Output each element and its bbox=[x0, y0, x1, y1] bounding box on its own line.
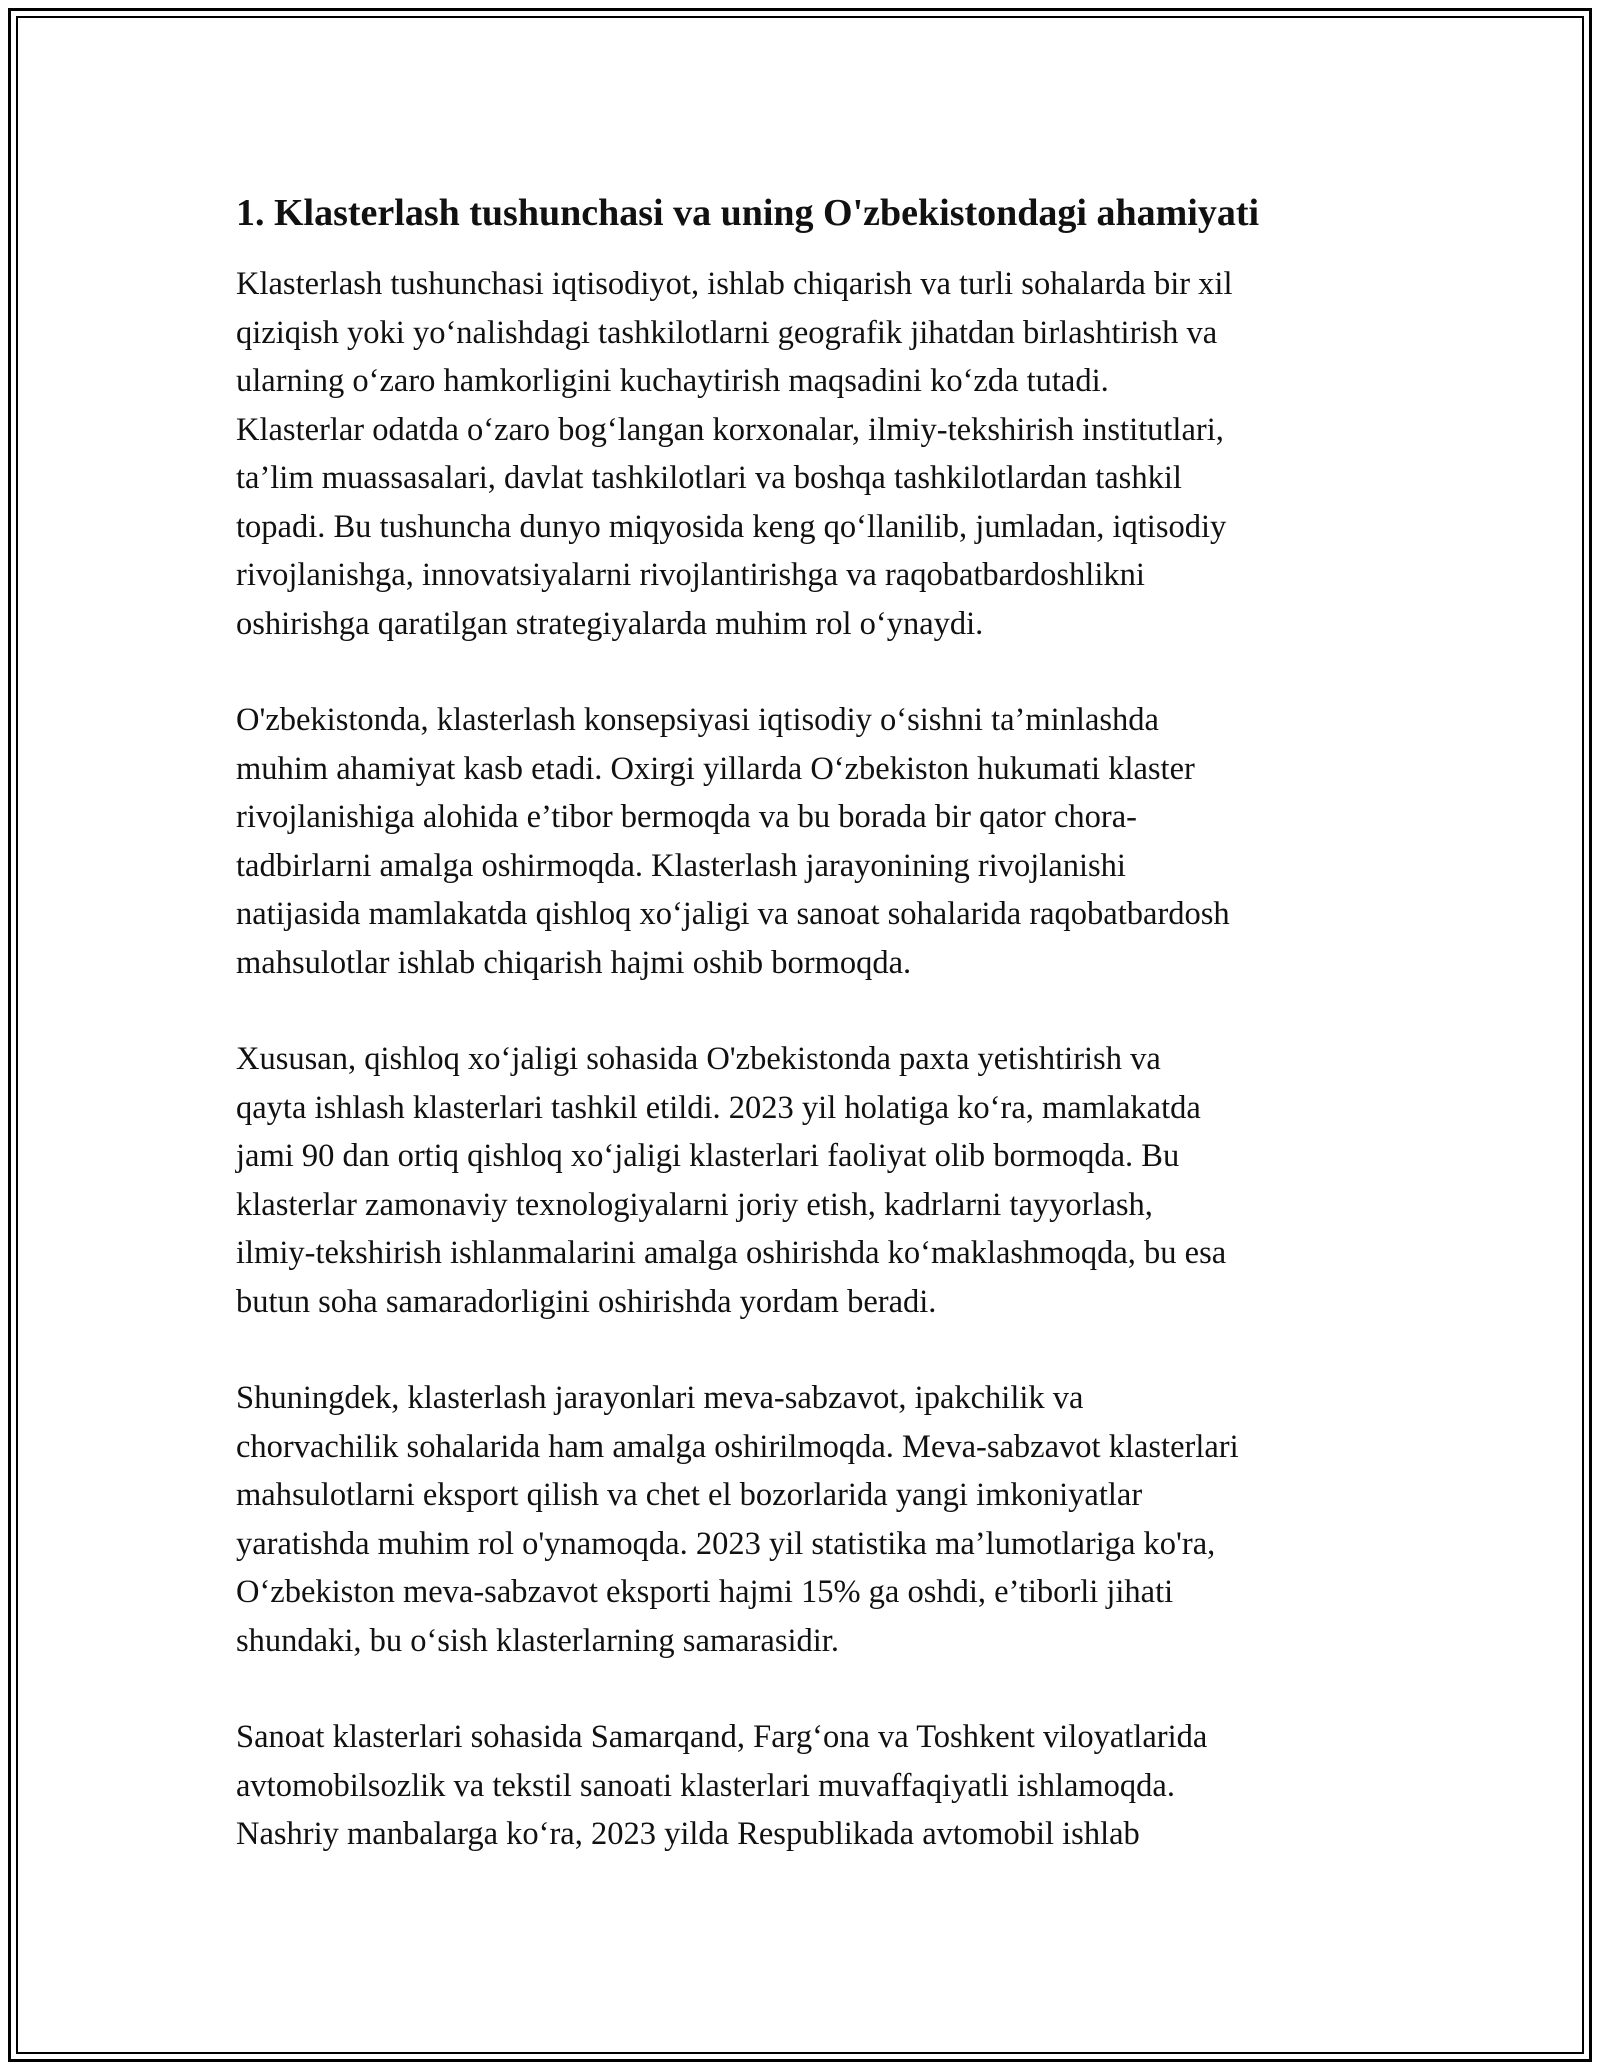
paragraph-4 bbox=[236, 1374, 1376, 1665]
paragraph-line: oshirishga qaratilgan strategiyalarda muhim rol o‘ynaydi. bbox=[236, 605, 984, 642]
paragraph-line: avtomobilsozlik va tekstil sanoati klasterlari muvaffaqiyatli ishlamoqda. bbox=[236, 1767, 1175, 1804]
paragraph-line: muhim ahamiyat kasb etadi. Oxirgi yillarda O‘zbekiston hukumati klaster bbox=[236, 750, 1195, 787]
paragraph-2 bbox=[236, 696, 1376, 987]
paragraph-line: mahsulotlarni eksport qilish va chet el bozorlarida yangi imkoniyatlar bbox=[236, 1477, 1143, 1513]
paragraph-3 bbox=[236, 1035, 1376, 1326]
paragraph-line: klasterlar zamonaviy texnologiyalarni joriy etish, kadrlarni tayyorlash, bbox=[236, 1186, 1153, 1223]
paragraph-line: chorvachilik sohalarida ham amalga oshirilmoqda. Meva-sabzavot klasterlari bbox=[236, 1428, 1239, 1465]
paragraph-line: ta’lim muassasalari, davlat tashkilotlari va boshqa tashkilotlardan tashkil bbox=[236, 460, 1182, 496]
paragraph-line: Nashriy manbalarga ko‘ra, 2023 yilda Respublikada avtomobil ishlab bbox=[236, 1816, 1140, 1852]
paragraph-1 bbox=[236, 260, 1376, 648]
paragraph-line: natijasida mamlakatda qishloq xo‘jaligi va sanoat sohalarida raqobatbardosh bbox=[236, 896, 1230, 932]
paragraph-5 bbox=[236, 1713, 1376, 1859]
paragraph-line: rivojlanishiga alohida e’tibor bermoqda va bu borada bir qator chora- bbox=[236, 799, 1137, 835]
paragraph-line: ilmiy-tekshirish ishlanmalarini amalga oshirishda ko‘maklashmoqda, bu esa bbox=[236, 1235, 1227, 1271]
paragraph-line: butun soha samaradorligini oshirishda yordam beradi. bbox=[236, 1283, 937, 1320]
paragraph-line: tadbirlarni amalga oshirmoqda. Klasterlash jarayonining rivojlanishi bbox=[236, 847, 1126, 884]
paragraph-line: Klasterlash tushunchasi iqtisodiyot, ishlab chiqarish va turli sohalarda bir xil bbox=[236, 266, 1233, 302]
paragraph-line: qiziqish yoki yo‘nalishdagi tashkilotlarni geografik jihatdan birlashtirish va bbox=[236, 314, 1218, 351]
paragraph-line: ularning o‘zaro hamkorligini kuchaytirish maqsadini ko‘zda tutadi. bbox=[236, 363, 1109, 399]
document-body bbox=[236, 188, 1376, 1907]
paragraph-line: O'zbekistonda, klasterlash konsepsiyasi iqtisodiy o‘sishni ta’minlashda bbox=[236, 702, 1159, 738]
paragraph-line: O‘zbekiston meva-sabzavot eksporti hajmi 15% ga oshdi, e’tiborli jihati bbox=[236, 1574, 1174, 1610]
paragraph-line: jami 90 dan ortiq qishloq xo‘jaligi klasterlari faoliyat olib bormoqda. Bu bbox=[236, 1138, 1180, 1174]
paragraph-line: mahsulotlar ishlab chiqarish hajmi oshib bormoqda. bbox=[236, 944, 912, 981]
paragraph-line: Xususan, qishloq xo‘jaligi sohasida O'zbekistonda paxta yetishtirish va bbox=[236, 1041, 1161, 1077]
paragraph-line: shundaki, bu o‘sish klasterlarning samarasidir. bbox=[236, 1622, 839, 1659]
paragraph-line: qayta ishlash klasterlari tashkil etildi. 2023 yil holatiga ko‘ra, mamlakatda bbox=[236, 1089, 1201, 1126]
paragraph-line: topadi. Bu tushuncha dunyo miqyosida keng qo‘llanilib, jumladan, iqtisodiy bbox=[236, 508, 1227, 545]
paragraph-line: Shuningdek, klasterlash jarayonlari meva-sabzavot, ipakchilik va bbox=[236, 1380, 1084, 1416]
paragraph-line: Sanoat klasterlari sohasida Samarqand, Farg‘ona va Toshkent viloyatlarida bbox=[236, 1719, 1208, 1755]
paragraph-line: Klasterlar odatda o‘zaro bog‘langan korxonalar, ilmiy-tekshirish institutlari, bbox=[236, 411, 1224, 448]
section-heading: 1. Klasterlash tushunchasi va uning O'zbekistondagi ahamiyati bbox=[236, 192, 1260, 234]
paragraph-line: rivojlanishga, innovatsiyalarni rivojlantirishga va raqobatbardoshlikni bbox=[236, 557, 1145, 593]
paragraph-line: yaratishda muhim rol o'ynamoqda. 2023 yil statistika ma’lumotlariga ko'ra, bbox=[236, 1525, 1216, 1562]
